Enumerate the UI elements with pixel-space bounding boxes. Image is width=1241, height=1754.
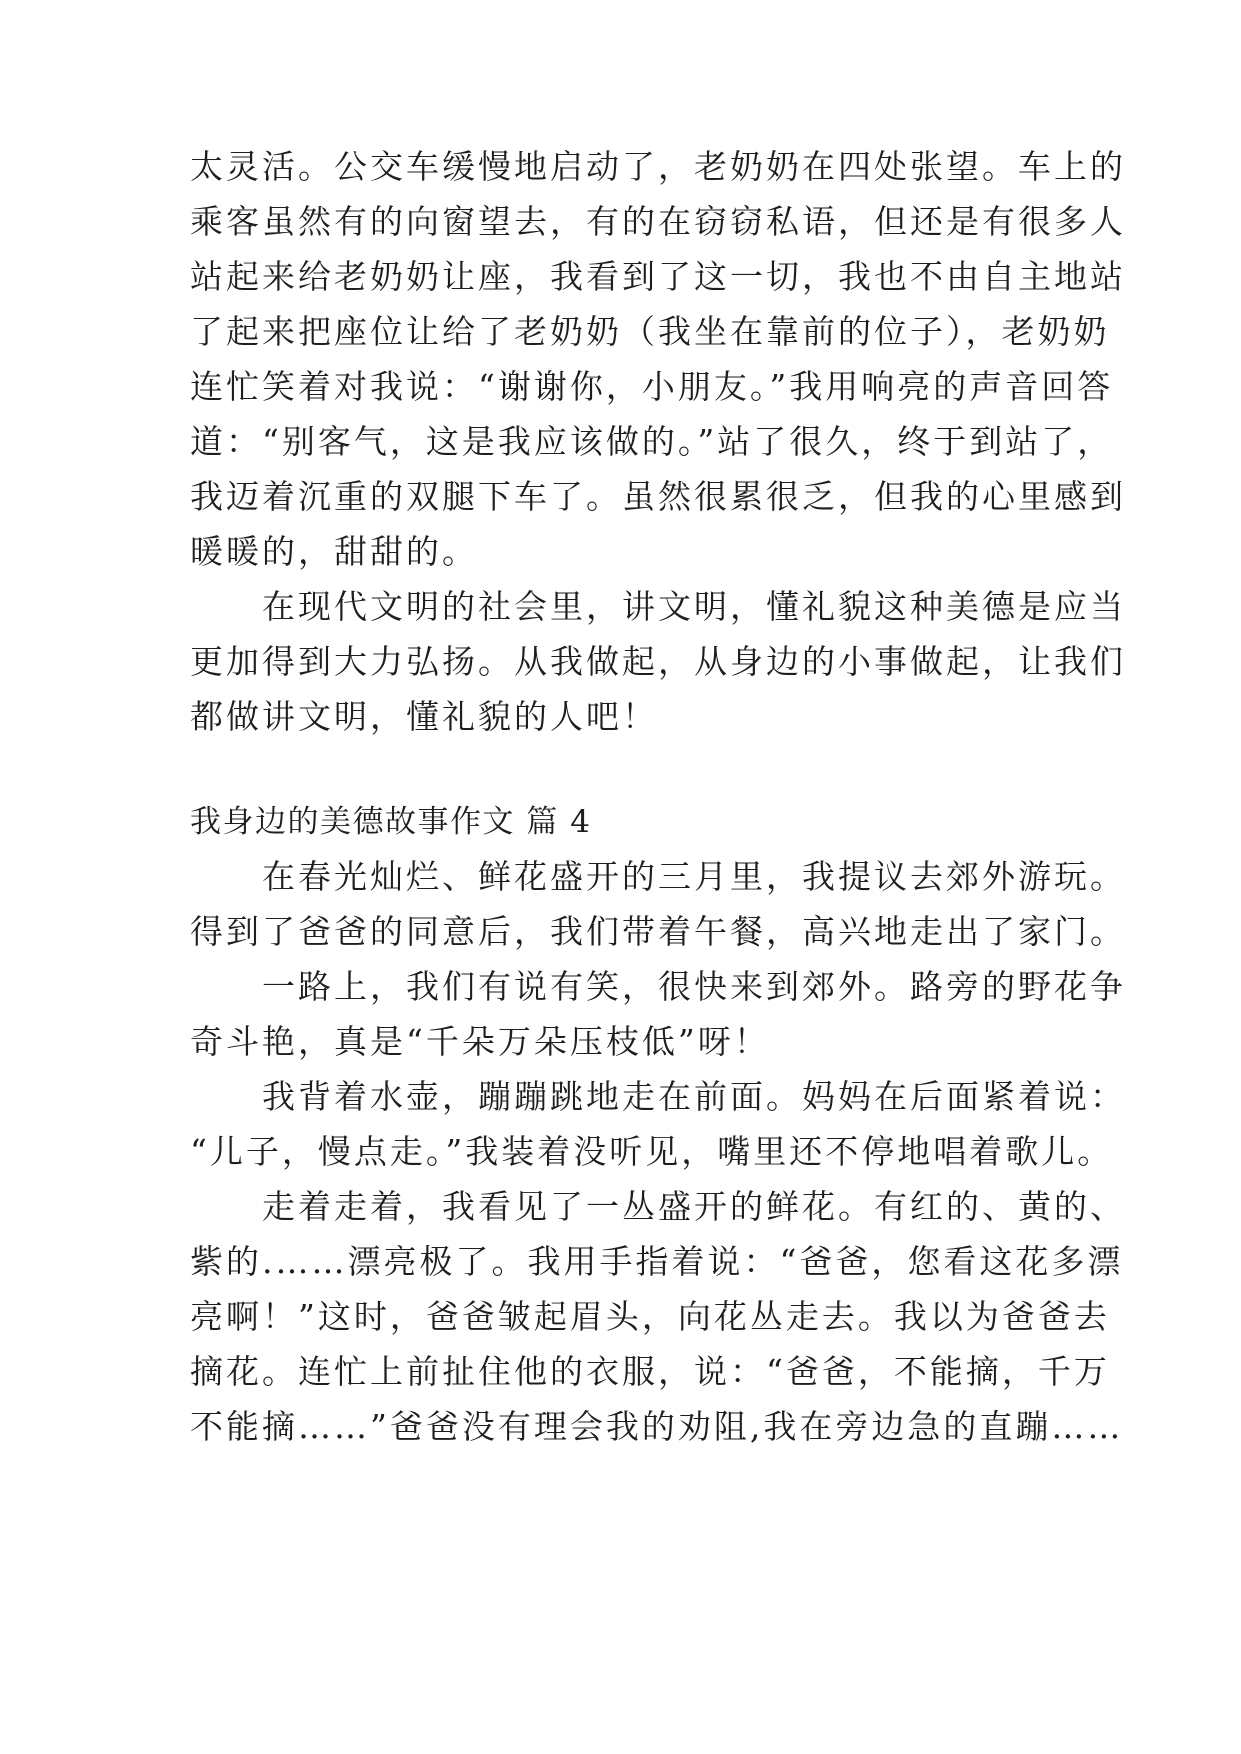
paragraph-line: 站起来给老奶奶让座，我看到了这一切，我也不由自主地站 <box>190 257 1126 296</box>
paragraph-line: 道：“别客气，这是我应该做的。”站了很久，终于到站了， <box>190 422 1114 461</box>
paragraph-line: 乘客虽然有的向窗望去，有的在窃窃私语，但还是有很多人 <box>190 202 1126 241</box>
paragraph-line: 摘花。连忙上前扯住他的衣服，说：“爸爸，不能摘，千万 <box>190 1352 1110 1391</box>
paragraph-line: 太灵活。公交车缓慢地启动了，老奶奶在四处张望。车上的 <box>190 147 1126 186</box>
paragraph-line: 我背着水壶，蹦蹦跳地走在前面。妈妈在后面紧着说： <box>190 1077 1126 1116</box>
paragraph-line: 连忙笑着对我说：“谢谢你，小朋友。”我用响亮的声音回答 <box>190 367 1114 406</box>
paragraph-line: 得到了爸爸的同意后，我们带着午餐，高兴地走出了家门。 <box>190 912 1126 951</box>
paragraph-line: 暖暖的，甜甜的。 <box>190 532 478 571</box>
paragraph-line: 更加得到大力弘扬。从我做起，从身边的小事做起，让我们 <box>190 642 1126 681</box>
section-heading: 我身边的美德故事作文 篇 4 <box>190 804 592 840</box>
paragraph-line: 奇斗艳，真是“千朵万朵压枝低”呀！ <box>190 1022 770 1061</box>
paragraph-line: 一路上，我们有说有笑，很快来到郊外。路旁的野花争 <box>190 967 1126 1006</box>
paragraph-line: 不能摘……”爸爸没有理会我的劝阻,我在旁边急的直蹦…… <box>190 1407 1124 1446</box>
paragraph-line: “儿子，慢点走。”我装着没听见，嘴里还不停地唱着歌儿。 <box>190 1132 1114 1171</box>
paragraph-line: 紫的.……漂亮极了。我用手指着说：“爸爸，您看这花多漂 <box>190 1242 1124 1281</box>
paragraph-line: 我迈着沉重的双腿下车了。虽然很累很乏，但我的心里感到 <box>190 477 1126 516</box>
paragraph-line: 都做讲文明，懂礼貌的人吧！ <box>190 697 658 736</box>
paragraph-line: 在现代文明的社会里，讲文明，懂礼貌这种美德是应当 <box>190 587 1126 626</box>
paragraph-line: 亮啊！”这时，爸爸皱起眉头，向花丛走去。我以为爸爸去 <box>190 1297 1110 1336</box>
paragraph-line: 了起来把座位让给了老奶奶（我坐在靠前的位子），老奶奶 <box>190 312 1110 351</box>
paragraph-line: 在春光灿烂、鲜花盛开的三月里，我提议去郊外游玩。 <box>190 857 1126 896</box>
paragraph-line: 走着走着，我看见了一丛盛开的鲜花。有红的、黄的、 <box>190 1187 1126 1226</box>
